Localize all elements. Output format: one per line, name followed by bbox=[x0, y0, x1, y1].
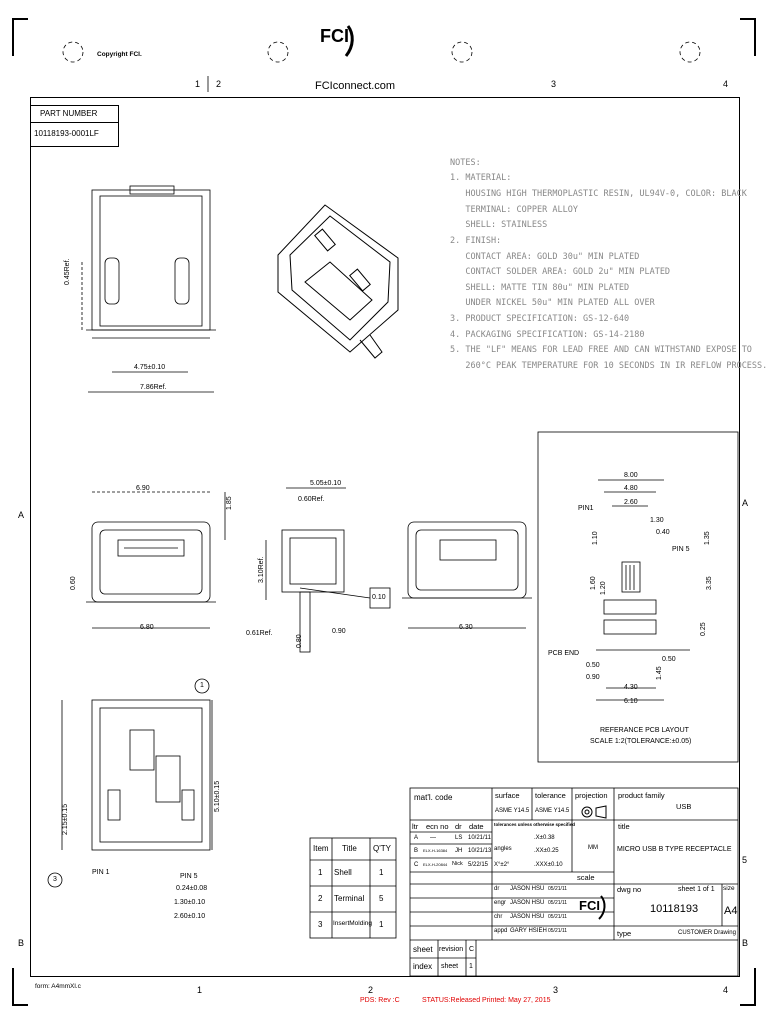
zone-col-1-bottom: 1 bbox=[197, 985, 203, 995]
zone-row-5-right: 5 bbox=[742, 855, 748, 865]
pcb-dim-15: 4.30 bbox=[624, 684, 638, 691]
rear-view bbox=[402, 522, 532, 628]
dim-bottom-pin1: PIN 1 bbox=[92, 869, 110, 876]
dim-side-5: 0.90 bbox=[332, 628, 346, 635]
note-line-7: CONTACT SOLDER AREA: GOLD 2u" MIN PLATED bbox=[450, 267, 671, 277]
tb-rev-c-ltr: C bbox=[414, 862, 419, 868]
pcb-dim-5: 1.35 bbox=[704, 531, 711, 545]
pcb-dim-13: 0.50 bbox=[662, 656, 676, 663]
tb-rev-b-date: 10/21/13 bbox=[468, 848, 492, 854]
tb-role-engr: engr bbox=[494, 900, 507, 906]
tb-sign-appd: GARY HSIEH bbox=[510, 928, 547, 934]
tb-sheet-of: sheet 1 of 1 bbox=[678, 886, 715, 893]
tb-fci-logo bbox=[578, 892, 608, 927]
zone-row-a-left: A bbox=[18, 510, 25, 520]
footer-form: form: A4mmXl.c bbox=[35, 983, 81, 990]
dim-bottom-pin5: PIN 5 bbox=[180, 873, 198, 880]
tb-rev-hdr-ecn: ecn no bbox=[426, 822, 449, 831]
zone-col-3-top: 3 bbox=[551, 79, 557, 89]
registration-circles bbox=[63, 42, 700, 92]
pcb-dim-12: 0.90 bbox=[586, 674, 600, 681]
tb-rev-a-dr: LS bbox=[455, 835, 463, 841]
tb-matl-code: mat'l. code bbox=[414, 793, 453, 802]
pcb-label-end: PCB END bbox=[548, 650, 580, 657]
pcb-dim-4: 0.40 bbox=[656, 529, 670, 536]
tb-units: MM bbox=[588, 845, 598, 851]
tb-size-label: size bbox=[723, 885, 735, 892]
pcb-layout-view bbox=[538, 432, 738, 762]
tb-role-chr: chr bbox=[494, 914, 503, 920]
note-line-11: 4. PACKAGING SPECIFICATION: GS-14-2180 bbox=[450, 330, 645, 340]
pcb-dim-3: 1.30 bbox=[650, 517, 664, 524]
dim-bottom-5: 1.30±0.10 bbox=[174, 899, 206, 906]
dim-bottom-4: 0.24±0.08 bbox=[176, 885, 208, 892]
pcb-dim-10: 0.25 bbox=[700, 622, 707, 636]
tb-rev-b-dr: JH bbox=[455, 848, 463, 854]
zone-col-2-top: 2 bbox=[216, 79, 222, 89]
pcb-label-pin1: PIN1 bbox=[578, 505, 594, 512]
dim-front-3: 6.80 bbox=[140, 624, 154, 631]
tb-title: MICRO USB B TYPE RECEPTACLE bbox=[617, 846, 732, 853]
pcb-label-pin5: PIN 5 bbox=[672, 546, 690, 553]
tb-surface: surface bbox=[495, 791, 520, 800]
dim-top-1: 4.75±0.10 bbox=[134, 364, 166, 371]
bom-row-2-item: 2 bbox=[318, 894, 323, 903]
pcb-dim-2: 2.60 bbox=[624, 499, 638, 506]
tb-rev-a-date: 10/21/11 bbox=[468, 835, 491, 841]
zone-row-b-left: B bbox=[18, 938, 25, 948]
dim-side-1: 0.60Ref. bbox=[298, 496, 325, 503]
dim-bottom-0: 2.15±0.15 bbox=[62, 803, 69, 835]
pcb-dim-11: 0.50 bbox=[586, 662, 600, 669]
tb-tolerance-std: ASME Y14.5 bbox=[535, 808, 570, 814]
note-line-12: 5. THE "LF" MEANS FOR LEAD FREE AND CAN WITHSTAND EXPOSE TO bbox=[450, 345, 752, 355]
tb-title-label: title bbox=[618, 822, 630, 831]
note-line-10: 3. PRODUCT SPECIFICATION: GS-12-640 bbox=[450, 314, 630, 324]
tb-dwg-no: 10118193 bbox=[650, 903, 699, 915]
zone-col-2-bottom: 2 bbox=[368, 985, 374, 995]
tb-tol-1: .X±0.38 bbox=[534, 835, 555, 841]
zone-row-b-right: B bbox=[742, 938, 749, 948]
pcb-caption-2: SCALE 1:2(TOLERANCE:±0.05) bbox=[590, 738, 692, 745]
tb-rev-b-ecn: ELX-H-16384 bbox=[423, 848, 448, 853]
tb-index-label: index bbox=[413, 962, 433, 971]
dim-front-0: 6.90 bbox=[136, 485, 150, 492]
tb-role-appd: appd bbox=[494, 928, 508, 934]
zone-row-a-right: A bbox=[742, 498, 749, 508]
note-line-8: SHELL: MATTE TIN 80u" MIN PLATED bbox=[450, 283, 630, 293]
note-line-5: 2. FINISH: bbox=[450, 236, 502, 246]
tb-surface-std: ASME Y14.5 bbox=[495, 808, 530, 814]
tb-type: CUSTOMER Drawing bbox=[678, 930, 736, 936]
bom-row-3-qty: 1 bbox=[379, 920, 384, 929]
part-number-label: PART NUMBER bbox=[30, 106, 118, 123]
pcb-dim-0: 8.00 bbox=[624, 472, 638, 479]
tb-tol-3: .XXX±0.10 bbox=[534, 862, 563, 868]
dim-side-6: 0.10 bbox=[372, 594, 386, 601]
tb-rev-hdr-ltr: ltr bbox=[412, 822, 419, 831]
tb-product-family-label: product family bbox=[618, 791, 665, 800]
dim-bottom-6: 2.60±0.10 bbox=[174, 913, 206, 920]
pcb-dim-14: 1.45 bbox=[656, 666, 663, 680]
tb-rev-a-ltr: A bbox=[414, 835, 419, 841]
tb-date-engr: 05/21/11 bbox=[548, 900, 568, 906]
dim-top-2: 7.86Ref. bbox=[140, 384, 167, 391]
front-view bbox=[86, 492, 225, 628]
tb-revision: C bbox=[469, 946, 475, 953]
tb-angle-val: X°±2° bbox=[494, 862, 510, 868]
tb-role-dr: dr bbox=[494, 886, 500, 892]
tb-rev-c-dr: Nick bbox=[452, 861, 463, 867]
dim-bottom-1: 5.10±0.15 bbox=[214, 780, 221, 812]
footer-pds: PDS: Rev :C bbox=[360, 997, 400, 1004]
pcb-dim-16: 6.10 bbox=[624, 698, 638, 705]
balloon-1: 1 bbox=[200, 682, 204, 689]
dim-side-2: 3.10Ref. bbox=[258, 556, 265, 583]
footer-printed: Printed: May 27, 2015 bbox=[482, 997, 551, 1004]
bom-header-qty: Q'TY bbox=[373, 844, 391, 853]
zone-col-1-top: 1 bbox=[195, 79, 201, 89]
tb-sheet-label: sheet bbox=[413, 945, 433, 954]
tb-revision-label: revision bbox=[439, 946, 464, 953]
note-line-9: UNDER NICKEL 50u" MIN PLATED ALL OVER bbox=[450, 298, 655, 308]
tb-rev-hdr-dr: dr bbox=[455, 822, 462, 831]
dim-side-3: 0.61Ref. bbox=[246, 630, 273, 637]
dim-front-1: 1.85 bbox=[226, 496, 233, 510]
tb-product-family: USB bbox=[676, 802, 692, 811]
tb-type-label: type bbox=[617, 929, 632, 938]
note-line-13: 260°C PEAK TEMPERATURE FOR 10 SECONDS IN IR REFLOW PROCESS. bbox=[450, 361, 768, 371]
tb-dwg-no-label: dwg no bbox=[617, 885, 642, 894]
isometric-view bbox=[278, 205, 398, 358]
bottom-view bbox=[48, 679, 212, 887]
bom-row-1-item: 1 bbox=[318, 868, 323, 877]
tb-scale: scale bbox=[577, 873, 595, 882]
note-line-3: TERMINAL: COPPER ALLOY bbox=[450, 205, 578, 215]
bom-row-1-qty: 1 bbox=[379, 868, 384, 877]
dim-rear-0: 6.30 bbox=[459, 624, 473, 631]
tb-date-appd: 05/21/11 bbox=[548, 928, 568, 934]
note-line-2: HOUSING HIGH THERMOPLASTIC RESIN, UL94V-0, COLOR: BLACK bbox=[450, 189, 747, 199]
fci-small-logo-icon bbox=[578, 892, 608, 922]
brand-text: FCI bbox=[320, 26, 349, 46]
tb-sheet-num: 1 bbox=[469, 963, 473, 970]
bom-row-2-qty: 5 bbox=[379, 894, 384, 903]
tb-date-dr: 05/21/11 bbox=[548, 886, 568, 892]
pcb-dim-7: 1.60 bbox=[590, 576, 597, 590]
bom-header-title: Title bbox=[342, 844, 357, 853]
tb-angles: angles bbox=[494, 846, 512, 852]
pcb-caption-1: REFERANCE PCB LAYOUT bbox=[600, 727, 689, 734]
note-line-4: SHELL: STAINLESS bbox=[450, 220, 548, 230]
tb-rev-hdr-date: date bbox=[469, 822, 484, 831]
bom-row-2-title: Terminal bbox=[334, 894, 365, 903]
dim-side-4: 0.80 bbox=[296, 634, 303, 648]
dim-side-0: 5.05±0.10 bbox=[310, 480, 342, 487]
dim-top-0: 0.45Ref. bbox=[64, 258, 71, 285]
tb-rev-a-ecn: — bbox=[430, 835, 436, 841]
tb-rev-c-date: 5/22/15 bbox=[468, 862, 489, 868]
bom-row-3-item: 3 bbox=[318, 920, 323, 929]
projection-symbol-icon bbox=[580, 805, 608, 824]
brand-text: FCI bbox=[579, 898, 600, 913]
pcb-dim-9: 3.35 bbox=[706, 576, 713, 590]
note-line-1: 1. MATERIAL: bbox=[450, 173, 512, 183]
tb-sign-dr: JASON HSU bbox=[510, 886, 545, 892]
balloon-3: 3 bbox=[53, 876, 57, 883]
pcb-dim-6: 1.10 bbox=[592, 531, 599, 545]
top-view bbox=[82, 186, 216, 392]
bom-row-3-title: InsertMolding bbox=[333, 920, 373, 927]
website-text[interactable]: FCIconnect.com bbox=[315, 80, 396, 92]
bom-header-item: Item bbox=[313, 844, 329, 853]
tb-tolerance: tolerance bbox=[535, 791, 566, 800]
footer-status: STATUS:Released bbox=[422, 997, 481, 1004]
tb-rev-b-ltr: B bbox=[414, 848, 419, 854]
zone-col-3-bottom: 3 bbox=[553, 985, 559, 995]
dim-front-2: 0.60 bbox=[70, 576, 77, 590]
tb-sign-engr: JASON HSU bbox=[510, 900, 545, 906]
notes-title: NOTES: bbox=[450, 158, 481, 168]
tb-rev-c-ecn: ELX-H-20844 bbox=[423, 862, 448, 867]
tb-date-chr: 05/21/11 bbox=[548, 914, 568, 920]
tb-tol-2: .XX±0.25 bbox=[534, 848, 559, 854]
pcb-dim-8: 1.20 bbox=[600, 581, 607, 595]
pcb-dim-1: 4.80 bbox=[624, 485, 638, 492]
zone-col-4-bottom: 4 bbox=[723, 985, 729, 995]
part-number-value: 10118193-0001LF bbox=[34, 129, 99, 138]
zone-col-4-top: 4 bbox=[723, 79, 729, 89]
tb-sign-chr: JASON HSU bbox=[510, 914, 545, 920]
bom-row-1-title: Shell bbox=[334, 868, 352, 877]
tb-sheet-row-label: sheet bbox=[441, 963, 459, 970]
copyright-text: Copyright FCI. bbox=[97, 51, 142, 58]
tb-size: A4 bbox=[724, 905, 738, 917]
side-view bbox=[266, 488, 390, 652]
tb-projection: projection bbox=[575, 791, 608, 800]
note-line-6: CONTACT AREA: GOLD 30u" MIN PLATED bbox=[450, 252, 640, 262]
tb-tol-header: tolerances unless otherwise specified bbox=[494, 822, 576, 827]
